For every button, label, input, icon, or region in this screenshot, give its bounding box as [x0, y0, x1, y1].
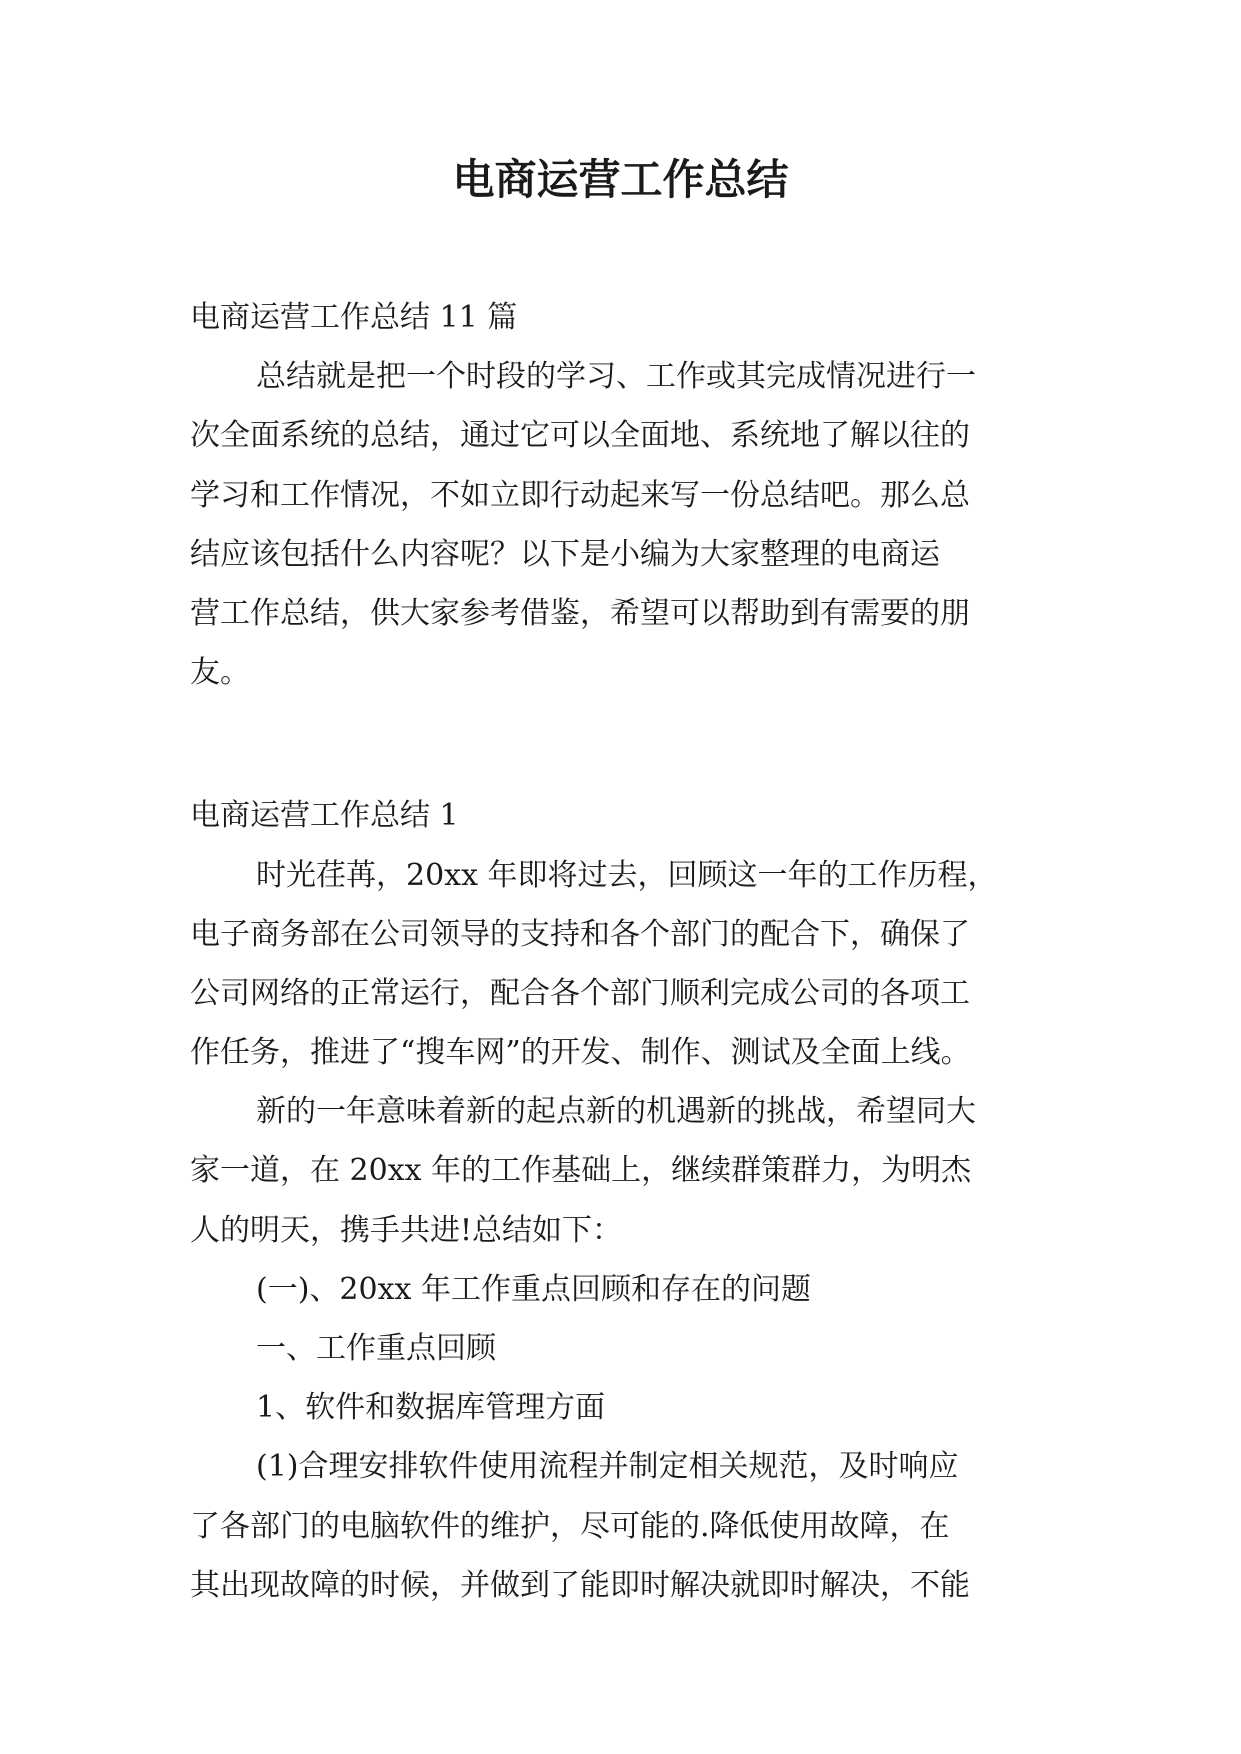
document-body: [190, 288, 1060, 1615]
text-line: 人的明天，携手共进!总结如下：: [190, 1212, 623, 1248]
text-line: 次全面系统的总结，通过它可以全面地、系统地了解以往的: [190, 418, 970, 454]
text-line: 作任务，推进了“搜车网”的开发、制作、测试及全面上线。: [190, 1035, 971, 1071]
text-line: 营工作总结，供大家参考借鉴，希望可以帮助到有需要的朋: [190, 595, 970, 631]
text-line: 新的一年意味着新的起点新的机遇新的挑战，希望同大: [256, 1094, 976, 1130]
text-line: (1)合理安排软件使用流程并制定相关规范，及时响应: [256, 1449, 959, 1485]
text-line: 家一道，在 20xx 年的工作基础上，继续群策群力，为明杰: [190, 1153, 972, 1189]
paragraph-gap: [190, 702, 1060, 786]
text-line: 结应该包括什么内容呢？以下是小编为大家整理的电商运: [190, 536, 940, 572]
text-line: 电商运营工作总结 11 篇: [190, 300, 518, 335]
text-line: 电子商务部在公司领导的支持和各个部门的配合下，确保了: [190, 916, 970, 952]
text-line: 时光荏苒，20xx 年即将过去，回顾这一年的工作历程，: [256, 857, 998, 893]
text-line: 公司网络的正常运行，配合各个部门顺利完成公司的各项工: [190, 975, 970, 1011]
text-line: (一)、20xx 年工作重点回顾和存在的问题: [256, 1271, 811, 1307]
text-line: 电商运营工作总结 1: [190, 798, 459, 834]
text-line: 1、软件和数据库管理方面: [256, 1390, 606, 1426]
text-line: 总结就是把一个时段的学习、工作或其完成情况进行一: [256, 359, 976, 395]
text-line: 其出现故障的时候，并做到了能即时解决就即时解决，不能: [190, 1567, 970, 1603]
text-line: 学习和工作情况，不如立即行动起来写一份总结吧。那么总: [190, 477, 970, 513]
text-line: 友。: [190, 655, 250, 691]
document-title: 电商运营工作总结: [452, 155, 789, 204]
text-line: 一、工作重点回顾: [256, 1331, 496, 1366]
text-line: 了各部门的电脑软件的维护，尽可能的.降低使用故障，在: [190, 1508, 950, 1544]
